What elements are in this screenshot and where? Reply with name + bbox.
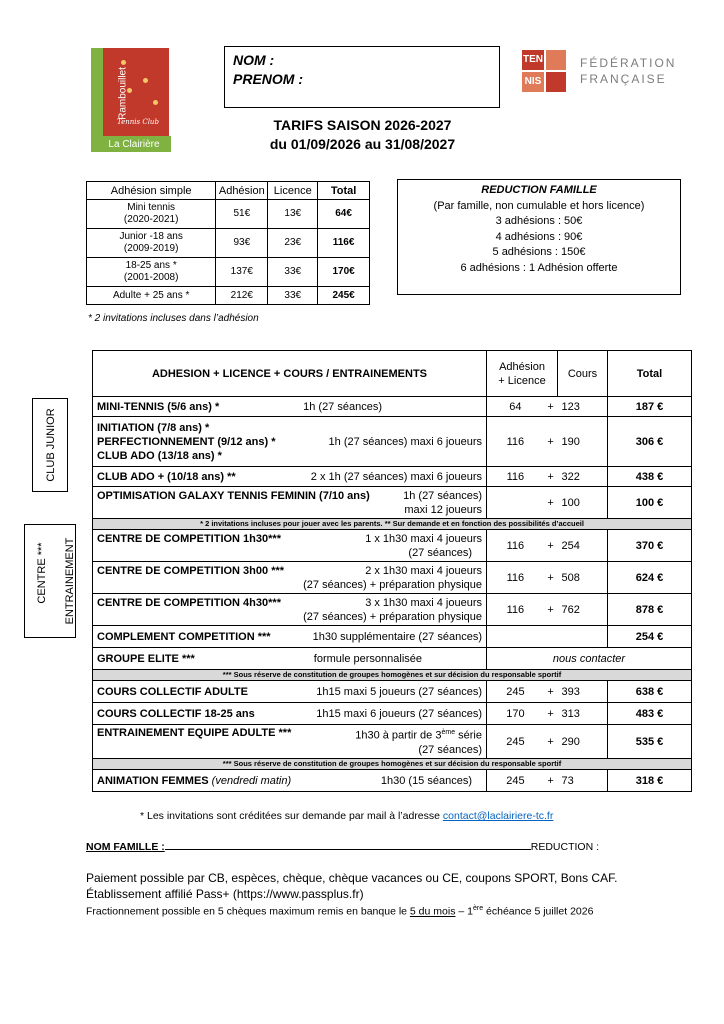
adhesion-header-licence: Licence: [268, 182, 318, 200]
table-row: [93, 467, 692, 487]
row-desc: 1h15 maxi 6 joueurs (27 séances): [316, 707, 482, 720]
cell-adhesion: [487, 626, 544, 648]
cell-cours: 123: [558, 397, 608, 417]
cell-total: 638 €: [608, 681, 692, 703]
row-name: CLUB ADO (13/18 ans) *: [97, 449, 222, 462]
cell-cours: 73: [558, 770, 608, 792]
cell-licence: 33€: [268, 287, 318, 305]
fft-square-2: NIS: [522, 72, 544, 92]
reduction-title: REDUCTION FAMILLE: [481, 184, 597, 196]
cell-plus: +: [544, 703, 558, 725]
cell-total: 535 €: [608, 725, 692, 759]
cell-cours: 393: [558, 681, 608, 703]
row-name: COURS COLLECTIF 18-25 ans: [97, 707, 255, 720]
row-desc: (27 séances) + préparation physique: [303, 610, 482, 623]
logo-vertical-text: Rambouillet: [117, 67, 129, 120]
adhesion-header-label: Adhésion simple: [87, 182, 216, 200]
row-desc: 2 x 1h30 maxi 4 joueurs: [365, 564, 482, 577]
row-desc: 1h15 maxi 5 joueurs (27 séances): [316, 685, 482, 698]
cell-cours: 100: [558, 487, 608, 519]
row-name: CENTRE DE COMPETITION 4h30***: [97, 596, 281, 609]
cell-total: 187 €: [608, 397, 692, 417]
row-desc: 1h30 supplémentaire (27 séances): [312, 630, 482, 643]
main-header-row: [93, 351, 692, 397]
row-name: COMPLEMENT COMPETITION ***: [97, 630, 271, 643]
table-row: [93, 681, 692, 703]
table-row: [87, 200, 370, 229]
fraction-text: Fractionnement possible en 5 chèques maximum remis en banque le: [86, 905, 410, 918]
header-adhesion: Adhésion + Licence: [487, 351, 558, 397]
row-desc: 3 x 1h30 maxi 4 joueurs: [365, 596, 482, 609]
invites-text: * Les invitations sont créditées sur demande par mail à l’adresse: [140, 810, 443, 822]
logo-bottom-text: La Clairière: [108, 139, 160, 150]
prenom-label: PRENOM :: [233, 71, 303, 87]
passplus-link[interactable]: https://www.passplus.fr: [236, 887, 360, 901]
cell-adhesion: 51€: [216, 200, 268, 229]
cell-adhesion: 116: [487, 594, 544, 626]
row-name: ENTRAINEMENT EQUIPE ADULTE ***: [97, 727, 292, 740]
adhesion-table: [86, 181, 370, 305]
table-row: [93, 725, 692, 759]
cell-adhesion: 212€: [216, 287, 268, 305]
cell-total: 100 €: [608, 487, 692, 519]
fraction-text: – 1: [455, 905, 473, 918]
row-desc: maxi 12 joueurs: [404, 503, 482, 516]
nom-label: NOM :: [233, 52, 275, 68]
footnote: *** Sous réserve de constitution de groupes homogènes et sur décision du responsable sportif: [93, 759, 692, 770]
page-title: [200, 116, 525, 154]
fft-line1: FÉDÉRATION: [580, 56, 677, 70]
row-label: 18-25 ans *: [125, 260, 177, 271]
table-row: [93, 703, 692, 725]
cell-plus: +: [544, 397, 558, 417]
fractionnement-line: [86, 905, 593, 918]
table-row: [93, 530, 692, 562]
cell-plus: +: [544, 594, 558, 626]
nom-famille-line: [86, 840, 686, 853]
cell-plus: +: [544, 487, 558, 519]
row-name-italic: (vendredi matin): [208, 774, 292, 787]
header-total: Total: [608, 351, 692, 397]
row-name: PERFECTIONNEMENT (9/12 ans) *: [97, 435, 276, 448]
fft-square-1: TEN: [522, 50, 544, 70]
cell-adhesion: [487, 487, 544, 519]
nom-famille-label: NOM FAMILLE :: [86, 841, 165, 853]
header-cours: Cours: [558, 351, 608, 397]
club-junior-label: CLUB JUNIOR: [45, 408, 57, 482]
cell-total: 245€: [318, 287, 370, 305]
row-name: GROUPE ELITE ***: [97, 652, 195, 665]
logo-club-text: Tennis Club: [117, 118, 159, 126]
nom-famille-field[interactable]: [165, 840, 531, 850]
note-row: [93, 759, 692, 770]
row-desc-sup: ème: [441, 729, 456, 737]
row-desc: 1h (27 séances) maxi 6 joueurs: [328, 435, 482, 448]
row-desc: 1h30 à partir de 3: [355, 729, 442, 742]
cell-adhesion: 245: [487, 770, 544, 792]
cell-total: 370 €: [608, 530, 692, 562]
centre-entrainement-label-box: [24, 524, 76, 638]
cell-adhesion: 170: [487, 703, 544, 725]
cell-plus: +: [544, 770, 558, 792]
cell-cours: 190: [558, 417, 608, 467]
row-desc: 1 x 1h30 maxi 4 joueurs: [365, 532, 482, 545]
row-desc: (27 séances): [418, 743, 482, 756]
row-years: (2020-2021): [123, 214, 179, 225]
row-name: ANIMATION FEMMES: [97, 774, 209, 787]
row-desc: formule personnalisée: [313, 652, 422, 665]
cell-cours: 508: [558, 562, 608, 594]
row-name: COURS COLLECTIF ADULTE: [97, 685, 248, 698]
row-desc: série: [455, 729, 482, 742]
cell-cours: 313: [558, 703, 608, 725]
header-label: ADHESION + LICENCE + COURS / ENTRAINEMENTS: [93, 351, 487, 397]
table-row: [93, 594, 692, 626]
row-name: CLUB ADO + (10/18 ans) **: [97, 470, 236, 483]
cell-adhesion: 116: [487, 467, 544, 487]
reduction-line: 3 adhésions : 50€: [495, 215, 583, 227]
cell-total: 306 €: [608, 417, 692, 467]
table-row: [87, 229, 370, 258]
cell-total: 878 €: [608, 594, 692, 626]
cell-adhesion: 245: [487, 681, 544, 703]
cell-licence: 13€: [268, 200, 318, 229]
cell-plus: [544, 626, 558, 648]
cell-cours: 322: [558, 467, 608, 487]
club-junior-label-box: [32, 398, 68, 492]
reduction-line: 6 adhésions : 1 Adhésion offerte: [460, 261, 618, 274]
fft-logo: [522, 48, 676, 96]
reduction-label: REDUCTION :: [530, 841, 599, 853]
row-name: CENTRE DE COMPETITION 3h00 ***: [97, 564, 285, 577]
fraction-sup: ère: [472, 905, 484, 912]
adhesion-note: * 2 invitations incluses dans l’adhésion: [88, 313, 259, 324]
cell-cours: 254: [558, 530, 608, 562]
row-desc: 1h (27 séances): [303, 400, 382, 413]
row-desc: (27 séances): [408, 546, 472, 559]
cell-adhesion: 116: [487, 530, 544, 562]
table-row: [87, 287, 370, 305]
centre-label: CENTRE ***: [36, 542, 48, 604]
cell-licence: 23€: [268, 229, 318, 258]
cell-total: 170€: [318, 258, 370, 287]
reduction-line: 5 adhésions : 150€: [492, 246, 586, 258]
fft-line2: FRANÇAISE: [580, 72, 667, 86]
row-years: (2009-2019): [123, 243, 179, 254]
table-row: [93, 562, 692, 594]
reduction-subtitle: (Par famille, non cumulable et hors licence): [433, 199, 645, 212]
passplus-line: [86, 887, 364, 901]
cell-total: 624 €: [608, 562, 692, 594]
email-link[interactable]: contact@laclairiere-tc.fr: [442, 810, 554, 822]
table-row: [93, 417, 692, 467]
cell-adhesion: 116: [487, 562, 544, 594]
table-row: [93, 770, 692, 792]
entrainement-label: ENTRAINEMENT: [64, 537, 76, 625]
row-desc: 1h (27 séances): [403, 489, 482, 502]
cell-cours: [558, 626, 608, 648]
row-label: Mini tennis: [127, 202, 176, 213]
cell-adhesion: 93€: [216, 229, 268, 258]
row-years: (2001-2008): [123, 272, 179, 283]
passplus-text-end: ): [359, 887, 364, 901]
title-line2: du 01/09/2026 au 31/08/2027: [269, 136, 456, 152]
row-label: Adulte + 25 ans *: [87, 287, 216, 305]
cell-plus: +: [544, 530, 558, 562]
fraction-text: échéance 5 juillet 2026: [483, 905, 594, 918]
cell-total: 483 €: [608, 703, 692, 725]
invites-note: [140, 810, 553, 822]
note-row: [93, 670, 692, 681]
payment-line: Paiement possible par CB, espèces, chèque, chèque vacances ou CE, coupons SPORT, Bons CAF.: [86, 871, 618, 885]
passplus-text: Établissement affilié Pass+ (: [86, 887, 237, 901]
cell-adhesion: 245: [487, 725, 544, 759]
cell-adhesion: 116: [487, 417, 544, 467]
adhesion-header-total: Total: [318, 182, 370, 200]
cell-cours: 290: [558, 725, 608, 759]
contact-cell: nous contacter: [487, 648, 692, 670]
cell-total: 64€: [318, 200, 370, 229]
cell-total: 438 €: [608, 467, 692, 487]
cell-licence: 33€: [268, 258, 318, 287]
footnote: * 2 invitations incluses pour jouer avec les parents. ** Sur demande et en fonction des possibilités d’accueil: [93, 519, 692, 530]
table-row: [93, 648, 692, 670]
cell-plus: +: [544, 467, 558, 487]
cell-total: 254 €: [608, 626, 692, 648]
row-desc: 2 x 1h (27 séances) maxi 6 joueurs: [310, 470, 482, 483]
row-name: OPTIMISATION GALAXY TENNIS FEMININ (7/10 ans): [97, 489, 370, 502]
cell-total: 318 €: [608, 770, 692, 792]
row-desc: 1h30 (15 séances): [380, 774, 472, 787]
payment-info: [86, 870, 617, 887]
title-line1: TARIFS SAISON 2026-2027: [273, 117, 452, 133]
cell-plus: +: [544, 562, 558, 594]
main-pricing-table: [92, 350, 692, 792]
reduction-line: 4 adhésions : 90€: [495, 230, 583, 243]
row-desc: (27 séances) + préparation physique: [303, 578, 482, 591]
row-label: Junior -18 ans: [119, 231, 183, 242]
table-row: [93, 397, 692, 417]
cell-cours: 762: [558, 594, 608, 626]
cell-plus: +: [544, 681, 558, 703]
note-row: [93, 519, 692, 530]
cell-total: 116€: [318, 229, 370, 258]
adhesion-header-row: [87, 182, 370, 200]
reduction-famille-box: [397, 179, 681, 295]
table-row: [93, 487, 692, 519]
cell-adhesion: 64: [487, 397, 544, 417]
row-name: MINI-TENNIS (5/6 ans) *: [97, 400, 220, 413]
identity-box[interactable]: [224, 46, 500, 108]
table-row: [93, 626, 692, 648]
cell-plus: +: [544, 725, 558, 759]
footnote: *** Sous réserve de constitution de groupes homogènes et sur décision du responsable sportif: [93, 670, 692, 681]
table-row: [87, 258, 370, 287]
cell-adhesion: 137€: [216, 258, 268, 287]
row-name: INITIATION (7/8 ans) *: [97, 421, 210, 434]
club-logo: [91, 48, 171, 152]
fraction-underlined: 5 du mois: [409, 905, 456, 918]
adhesion-header-adhesion: Adhésion: [216, 182, 268, 200]
cell-plus: +: [544, 417, 558, 467]
row-name: CENTRE DE COMPETITION 1h30***: [97, 532, 281, 545]
